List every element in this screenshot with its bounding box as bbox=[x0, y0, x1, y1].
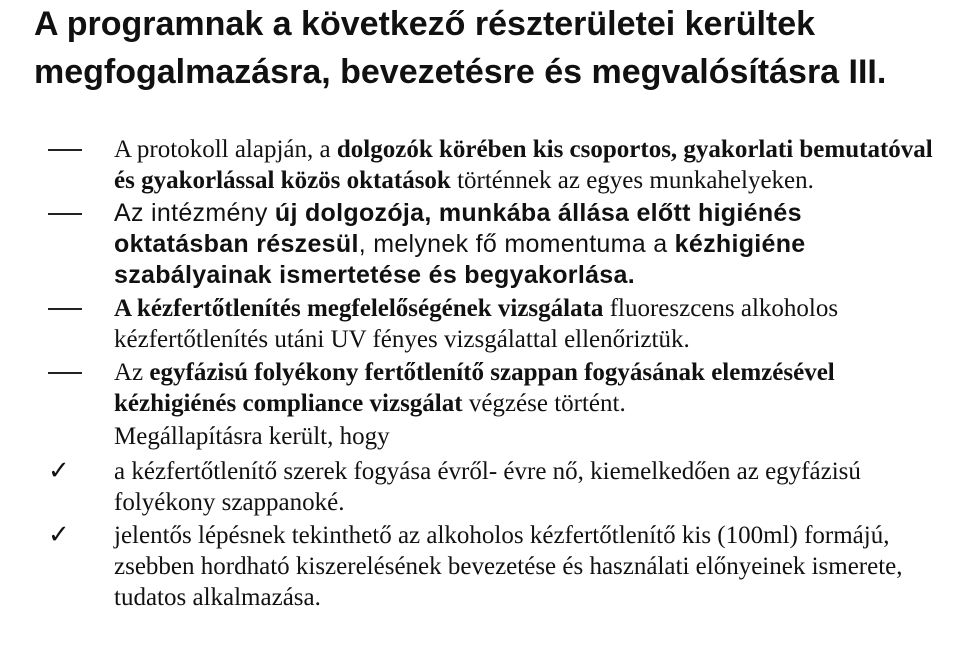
dash-icon bbox=[44, 357, 82, 388]
continuation-text: Megállapításra került, hogy bbox=[114, 423, 390, 450]
dash-icon bbox=[44, 198, 82, 229]
item-text: végzése történt. bbox=[462, 390, 626, 417]
slide-title: A programnak a következő részterületei kerültek megfogalmazásra, bevezetésre és megvalósításra III. bbox=[34, 5, 887, 91]
item-text: fluoreszcens alkoholos kézfertőtlenítés utáni UV fényes vizsgálattal ellenőriztük. bbox=[114, 295, 839, 353]
check-item-text: a kézfertőtlenítő szerek fogyása évről- évre nő, kiemelkedően az egyfázisú folyékony szappanoké. bbox=[114, 458, 861, 516]
bullet-list bbox=[0, 134, 960, 615]
list-item bbox=[0, 134, 960, 196]
item-bold-text: dolgozók körében kis csoportos, gyakorlati bemutatóval és gyakorlással közös oktatások bbox=[114, 136, 933, 194]
check-item bbox=[0, 456, 960, 518]
check-item-text: jelentős lépésnek tekinthető az alkoholos kézfertőtlenítő kis (100ml) formájú, zsebben hordható kiszerelésének bevezetése és használati előnyeinek ismerete, tudatos alkalmazása. bbox=[114, 522, 903, 611]
list-item bbox=[0, 293, 960, 355]
item-bold-text: egyfázisú folyékony fertőtlenítő szappan fogyásának elemzésével kézhigiénés compliance vizsgálat bbox=[114, 359, 835, 417]
checkmark-icon: ✓ bbox=[48, 520, 70, 550]
item-text: Az bbox=[114, 359, 150, 386]
item-text: , melynek fő momentuma a bbox=[358, 230, 675, 258]
item-bold-text: A kézfertőtlenítés megfelelőségének vizsgálata bbox=[114, 295, 604, 322]
dash-icon bbox=[44, 293, 82, 324]
item-bold-text: kézhigiéne szabályainak ismertetése és begyakorlása. bbox=[114, 230, 806, 289]
checkmark-icon: ✓ bbox=[48, 456, 70, 486]
item-text: Az intézmény bbox=[114, 199, 275, 227]
check-item bbox=[0, 520, 960, 613]
list-item bbox=[0, 357, 960, 419]
item-text: történnek az egyes munkahelyeken. bbox=[450, 167, 814, 194]
list-item bbox=[0, 198, 960, 291]
item-text: A protokoll alapján, a bbox=[114, 136, 337, 163]
dash-icon bbox=[44, 134, 82, 165]
item-bold-text: új dolgozója, munkába állása előtt higiénés oktatásban részesül bbox=[114, 199, 802, 258]
